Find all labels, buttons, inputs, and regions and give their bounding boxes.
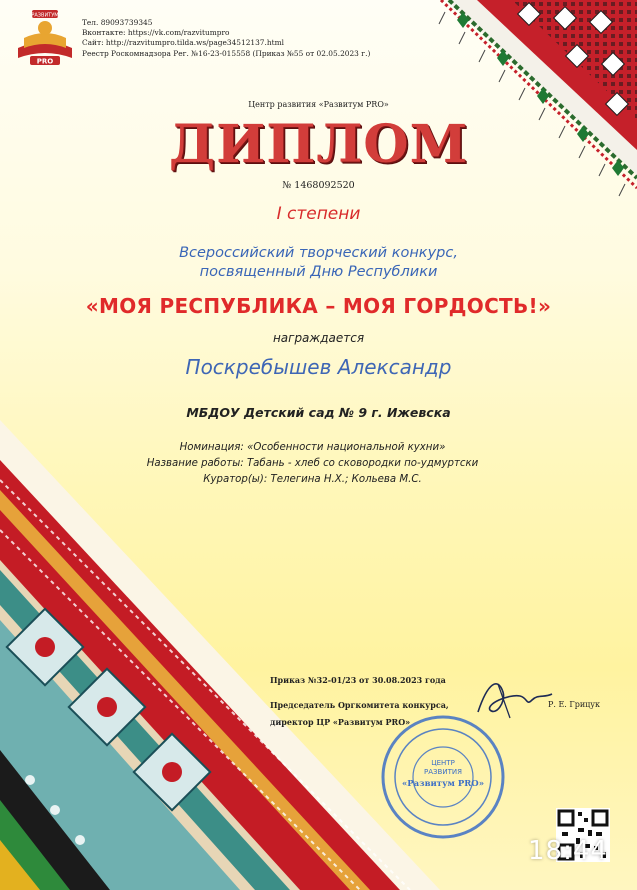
recipient-name: Поскребышев Александр (185, 355, 452, 379)
nomination-text: Номинация: «Особенности национальной кухни» (179, 442, 446, 453)
diploma-number: № 1468092520 (282, 180, 355, 191)
signer-name: Р. Е. Грицук (548, 700, 600, 709)
logo-pro-text: PRO (36, 57, 54, 66)
logo-brand-text: РАЗВИТУМ (31, 12, 59, 19)
embroidery-ornament-bottom-left (0, 420, 440, 890)
contest-name: «МОЯ РЕСПУБЛИКА – МОЯ ГОРДОСТЬ!» (85, 294, 552, 318)
institution-name: МБДОУ Детский сад № 9 г. Ижевска (186, 405, 451, 420)
director-title: директор ЦР «Развитум PRO» (270, 717, 411, 727)
awarded-label: награждается (272, 331, 365, 345)
registry-text: Реестр Роскомнадзора Рег. №16-23-015558 (Приказ №55 от 02.05.2023 г.) (82, 48, 371, 58)
stamp-middle-text: РАЗВИТИЯ (424, 768, 462, 776)
stamp-top-text: ЦЕНТР (431, 759, 455, 767)
contact-info (82, 18, 442, 59)
stamp-name-text: «Развитум PRO» (401, 779, 485, 789)
phone-text: Тел. 89093739345 (82, 18, 153, 27)
contest-description-line1: Всероссийский творческий конкурс, (179, 245, 458, 261)
book-logo-icon (14, 8, 76, 66)
order-text: Приказ №32-01/23 от 30.08.2023 года (270, 675, 446, 685)
contest-description-line2: посвященный Дню Республики (199, 264, 438, 280)
diploma-degree: I степени (276, 204, 361, 224)
status-clock: 18:44 (528, 836, 608, 866)
chair-title: Председатель Оргкомитета конкурса, (270, 700, 449, 710)
vk-link-text: Вконтакте: https://vk.com/razvitumpro (82, 28, 230, 38)
diploma-title: ДИПЛОМ (168, 114, 469, 175)
organizer-name: Центр развития «Развитум PRO» (248, 100, 389, 109)
work-title-text: Название работы: Табань - хлеб со сковородки по-удмуртски (146, 458, 479, 469)
site-link-text: Сайт: http://razvitumpro.tilda.ws/page34512137.html (82, 38, 284, 48)
curator-text: Куратор(ы): Телегина Н.Х.; Кольева М.С. (203, 474, 422, 485)
organization-stamp (378, 712, 508, 842)
